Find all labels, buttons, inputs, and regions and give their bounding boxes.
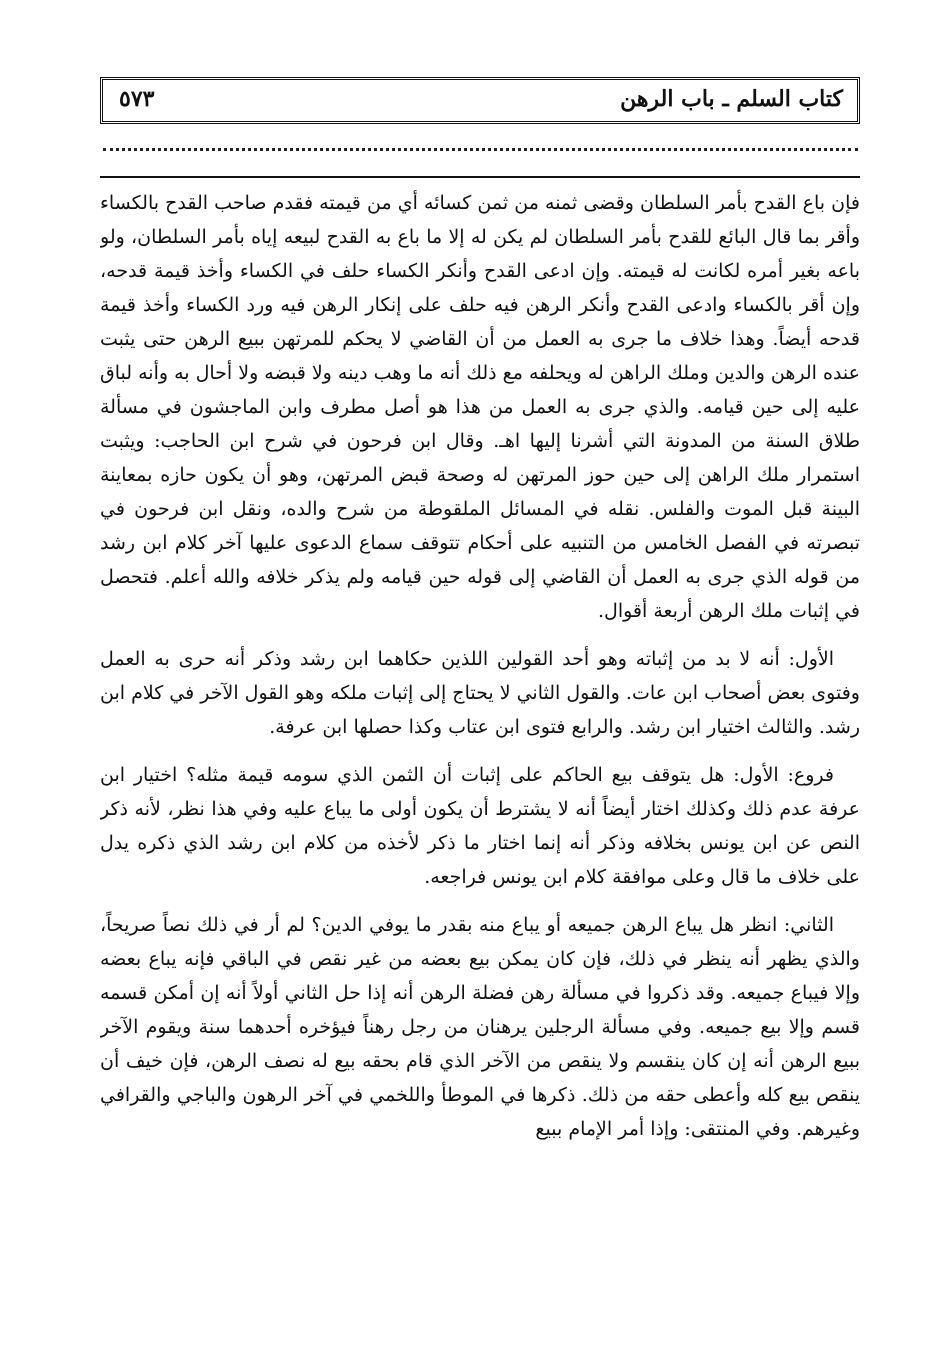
main-text [100, 186, 860, 1336]
chapter-title: كتاب السلم ـ باب الرهن [620, 86, 843, 112]
paragraph: فروع: الأول: هل يتوقف بيع الحاكم على إثبات أن الثمن الذي سومه قيمة مثله؟ اختيار ابن عرفة عدم ذلك وكذلك اختار أيضاً أنه لا يشترط أن يكون أولى ما يباع عليه وفي هذا نظر، لأنه ذكر النص عن ابن يونس بخلافه وذكر أنه إنما اختار ما ذكر لأخذه من كلام ابن رشد الذي ذكره يدل على خلاف ما قال وعلى موافقة كلام ابن يونس فراجعه. [100, 764, 860, 888]
running-header [100, 77, 860, 124]
paragraph: فإن باع القدح بأمر السلطان وقضى ثمنه من ثمن كسائه أي من قيمته فقدم صاحب القدح بالكساء وأقر بما قال البائع للقدح بأمر السلطان لم يكن له إلا ما باع به القدح لبيعه إياه بأمر السلطان، ولو باعه بغير أمره لكانت له قيمته. وإن ادعى القدح وأنكر الكساء حلف في الكساء وأخذ قيمة قدحه، وإن أقر بالكساء وادعى القدح وأنكر الرهن فيه حلف على إنكار الرهن فيه ورد الكساء وأخذ قيمة قدحه أيضاً. وهذا خلاف ما جرى به العمل من أن القاضي لا يحكم للمرتهن ببيع الرهن حتى يثبت عنده الرهن والدين وملك الراهن له ويحلفه مع ذلك أنه ما وهب دينه ولا قبضه ولا أحال به وأنه لباق عليه إلى حين قيامه. والذي جرى به العمل من هذا هو أصل مطرف وابن الماجشون في مسألة طلاق السنة من المدونة التي أشرنا إليها اهـ. وقال ابن فرحون في شرح ابن الحاجب: ويثبت استمرار ملك الراهن إلى حين حوز المرتهن له وصحة قبض المرتهن، وهو أن يكون حازه بمعاينة البينة قبل الموت والفلس. نقله في المسائل الملقوطة من شرح والده، ونقل ابن فرحون في تبصرته في الفصل الخامس من التنبيه على أحكام تتوقف سماع الدعوى عليها آخر كلام ابن رشد من قوله الذي جرى به العمل أن القاضي إلى قوله حين قيامه ولم يذكر خلافه والله أعلم. فتحصل في إثبات ملك الرهن أربعة أقوال. [100, 192, 860, 622]
paragraph: الأول: أنه لا بد من إثباته وهو أحد القولين اللذين حكاهما ابن رشد وذكر أنه حرى به العمل وفتوى بعض أصحاب ابن عات. والقول الثاني لا يحتاج إلى إثبات ملكه وهو القول الآخر في كلام ابن رشد. والثالث اختيار ابن رشد. والرابع فتوى ابن عتاب وكذا حصلها ابن عرفة. [100, 648, 860, 738]
dotted-divider [103, 148, 858, 151]
solid-divider [100, 176, 860, 178]
paragraph: الثاني: انظر هل يباع الرهن جميعه أو يباع منه بقدر ما يوفي الدين؟ لم أر في ذلك نصاً صريحاً، والذي يظهر أنه ينظر في ذلك، فإن كان يمكن بيع بعضه من غير نقص في الباقي فإنه يباع بعضه وإلا فيباع جميعه. وقد ذكروا في مسألة رهن فضلة الرهن أنه إذا حل الثاني أولاً أنه إن أمكن قسمه قسم وإلا بيع جميعه. وفي مسألة الرجلين يرهنان من رجل رهناً فيؤخره أحدهما سنة ويقوم الآخر ببيع الرهن أنه إن كان ينقسم ولا ينقص من الآخر الذي قام بحقه بيع له نصف الرهن، فإن خيف أن ينقص بيع كله وأعطى حقه من ذلك. ذكرها في الموطأ واللخمي في آخر الرهون والباجي والقرافي وغيرهم. وفي المنتقى: وإذا أمر الإمام ببيع [100, 914, 860, 1140]
page-number: ٥٧٣ [119, 86, 155, 112]
